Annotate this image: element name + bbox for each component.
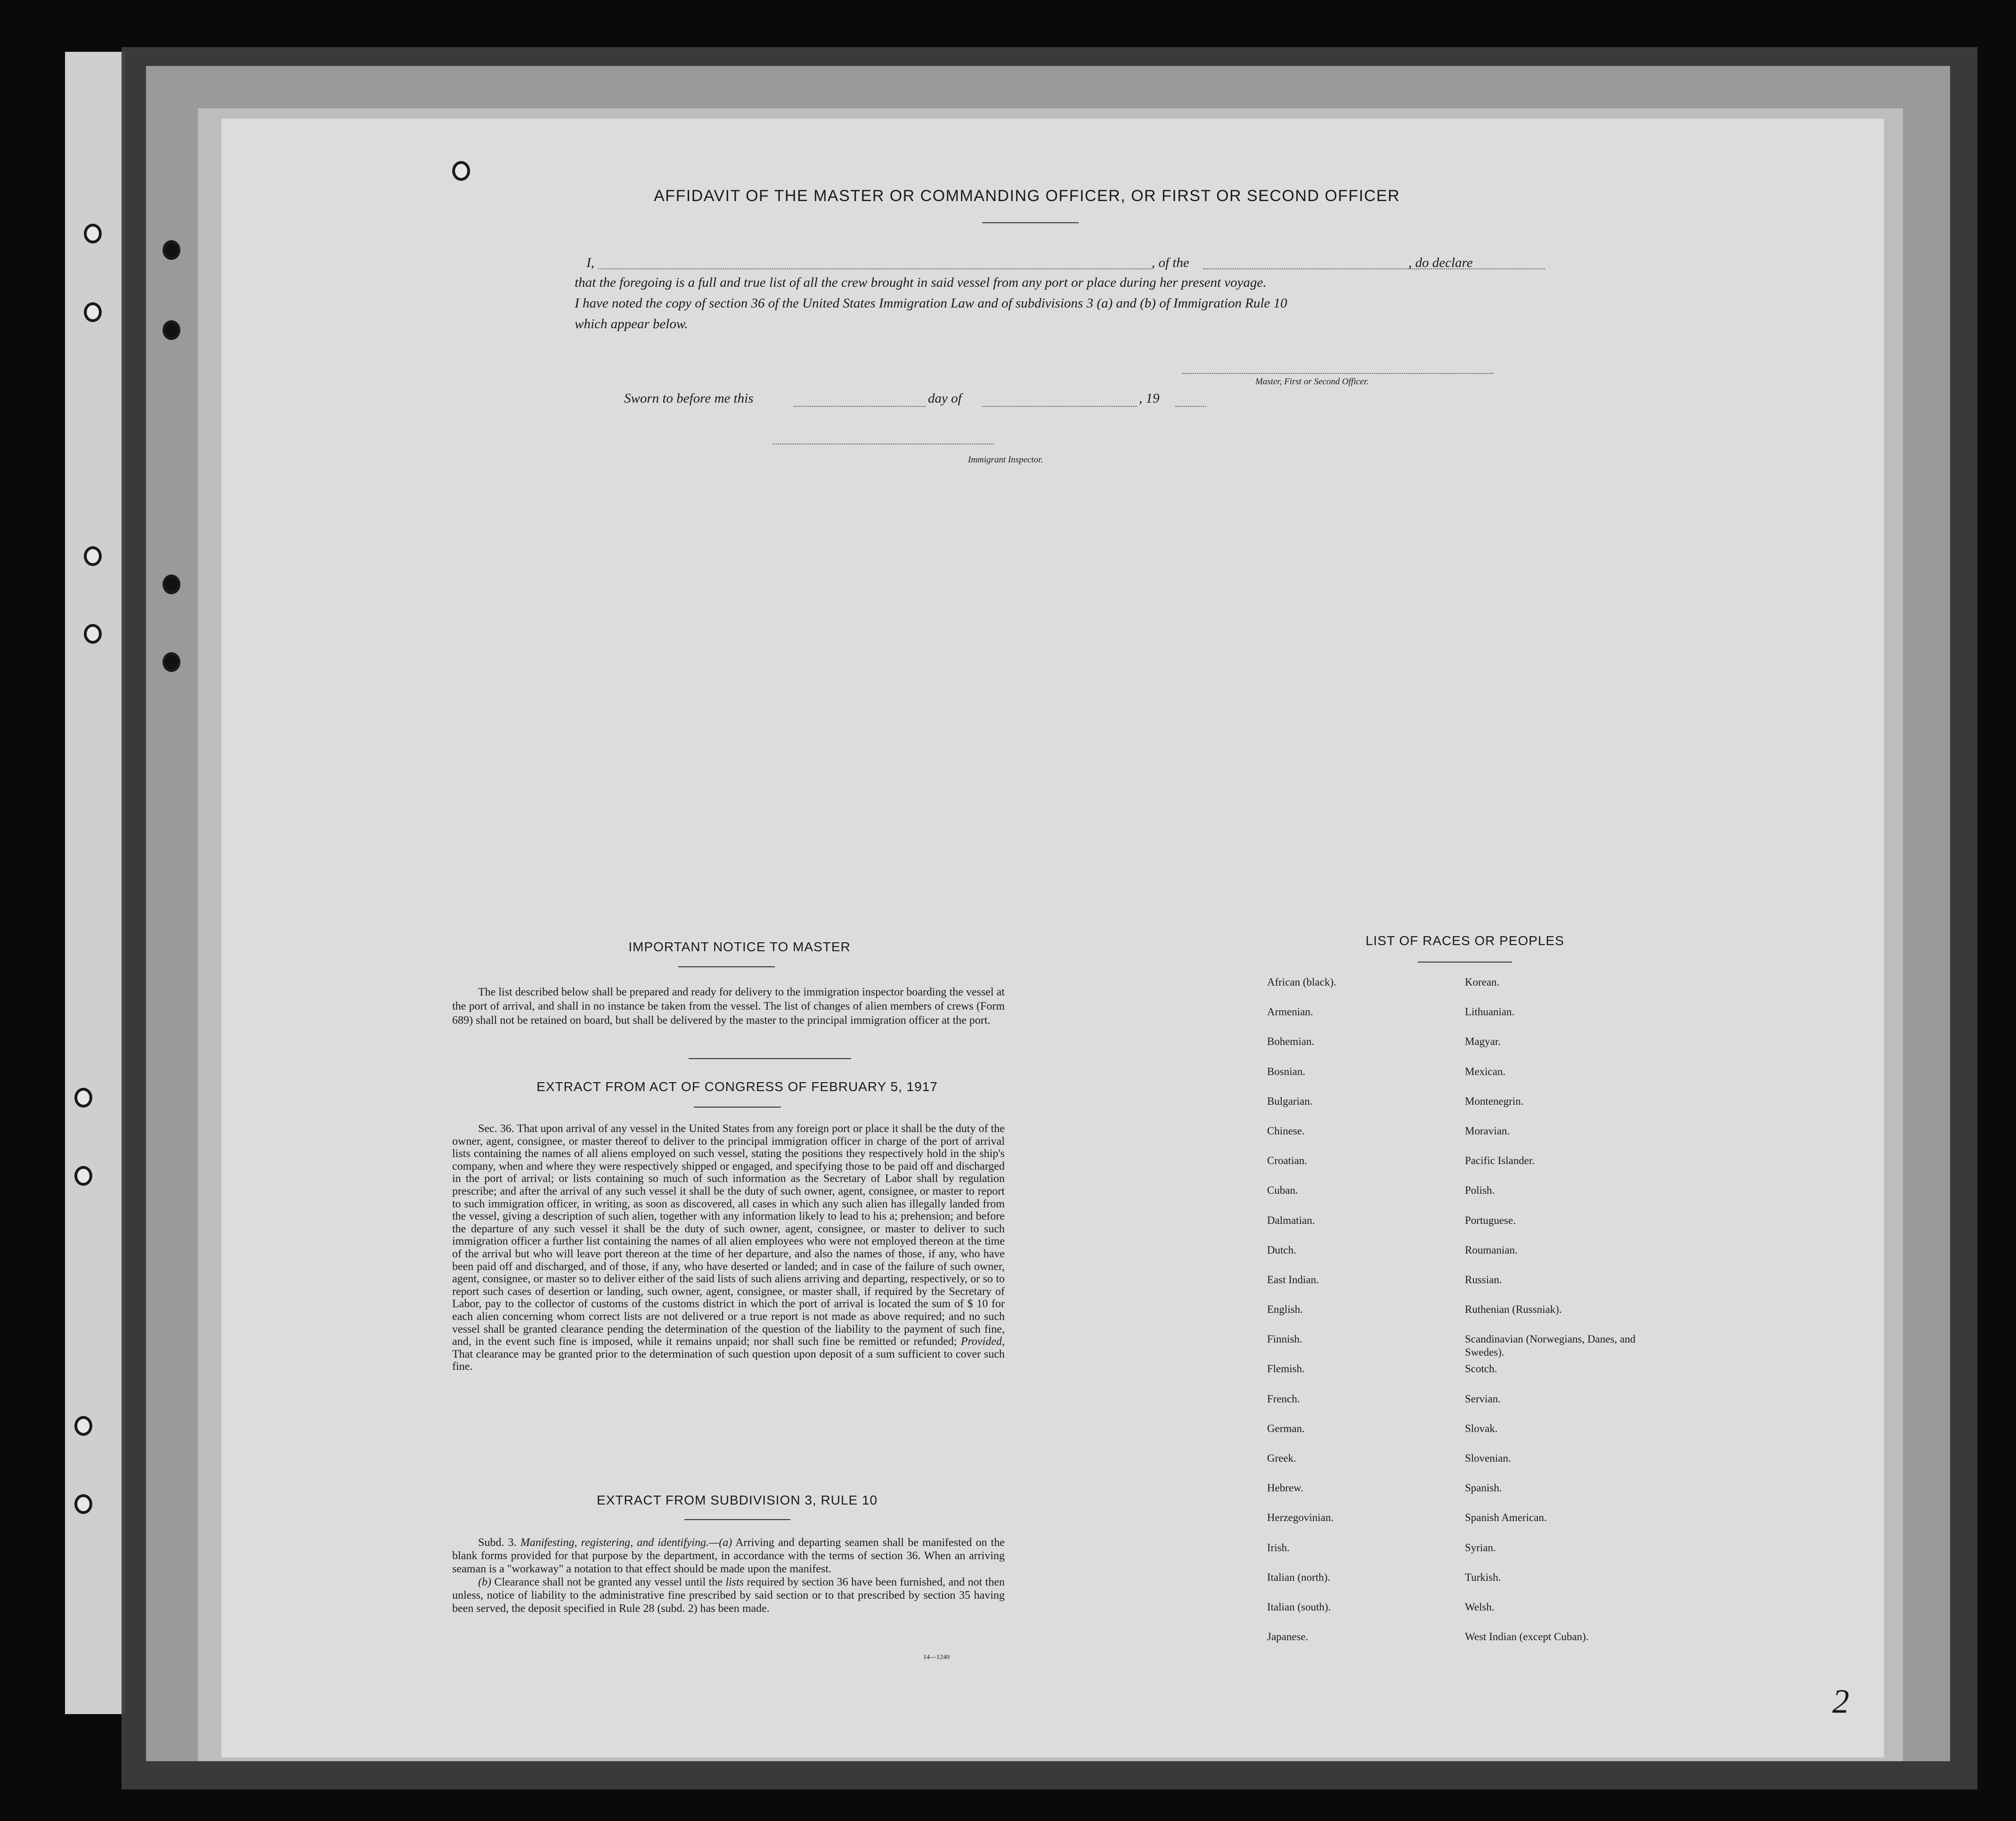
- rule-text-b1: Clearance shall not be granted any vessel until the: [494, 1576, 723, 1588]
- binder-hole: [84, 546, 102, 566]
- notice-text: [452, 985, 1005, 1028]
- race-item: Cuban.: [1267, 1184, 1298, 1197]
- race-item: German.: [1267, 1422, 1305, 1434]
- year-blank: [1175, 406, 1206, 407]
- rule-text: [452, 1536, 1005, 1615]
- binder-hole: [74, 1166, 92, 1186]
- race-item: West Indian (except Cuban).: [1465, 1631, 1589, 1643]
- margin-note: 2: [1832, 1683, 1849, 1720]
- sec-label: Sec. 36.: [478, 1123, 514, 1135]
- race-item: Montenegrin.: [1465, 1095, 1524, 1107]
- affidavit-i-label: I,: [586, 255, 594, 270]
- binder-hole: [84, 224, 102, 243]
- race-item: Armenian.: [1267, 1006, 1313, 1018]
- vessel-blank: [1203, 268, 1545, 269]
- binder-hole: [163, 652, 180, 672]
- notice-heading: IMPORTANT NOTICE TO MASTER: [628, 939, 851, 954]
- affidavit-do-declare: , do declare: [1408, 255, 1473, 270]
- provided-word: Provided,: [960, 1335, 1005, 1348]
- punch-hole: [452, 161, 470, 181]
- race-item: Bohemian.: [1267, 1036, 1315, 1048]
- race-item: Greek.: [1267, 1452, 1296, 1464]
- affidavit-line-3: I have noted the copy of section 36 of the United States Immigration Law and of subdivisions 3 (a) and (b) of Immigration Rule 10: [575, 296, 1287, 311]
- lists-word: lists: [725, 1576, 744, 1588]
- race-item: Bulgarian.: [1267, 1095, 1313, 1107]
- inspector-caption: Immigrant Inspector.: [968, 455, 1043, 465]
- act-heading: EXTRACT FROM ACT OF CONGRESS OF FEBRUARY 5, 1917: [537, 1079, 938, 1094]
- race-item: Slovenian.: [1465, 1452, 1511, 1464]
- race-item: Irish.: [1267, 1541, 1290, 1554]
- race-item: French.: [1267, 1392, 1300, 1405]
- binder-strip: [65, 52, 125, 1714]
- act-paragraph: [452, 1123, 1005, 1373]
- document-page: [221, 119, 1884, 1757]
- notice-separator: [689, 1058, 851, 1059]
- race-item: Roumanian.: [1465, 1244, 1518, 1256]
- race-item: Magyar.: [1465, 1036, 1501, 1048]
- affidavit-title: AFFIDAVIT OF THE MASTER OR COMMANDING OFFICER, OR FIRST OR SECOND OFFICER: [654, 187, 1400, 205]
- binder-hole: [163, 575, 180, 594]
- binder-hole: [84, 302, 102, 322]
- races-heading: LIST OF RACES OR PEOPLES: [1366, 933, 1564, 948]
- races-column-1: [1267, 976, 1455, 1660]
- race-item: Ruthenian (Russniak).: [1465, 1303, 1562, 1316]
- race-item: Italian (south).: [1267, 1601, 1331, 1613]
- year-label: , 19: [1139, 391, 1160, 406]
- race-item: Finnish.: [1267, 1333, 1302, 1345]
- race-item: Italian (north).: [1267, 1571, 1331, 1583]
- race-item: Welsh.: [1465, 1601, 1495, 1613]
- act-rule: [694, 1107, 781, 1108]
- binder-hole: [74, 1416, 92, 1436]
- race-item: African (black).: [1267, 976, 1336, 988]
- day-of-label: day of: [928, 391, 962, 406]
- master-signature-line: [1182, 373, 1493, 374]
- rule-paragraph-b: [452, 1576, 1005, 1615]
- binder-hole: [84, 624, 102, 644]
- race-item: East Indian.: [1267, 1273, 1319, 1286]
- affidavit-line-2: that the foregoing is a full and true list of all the crew brought in said vessel from any port or place during her present voyage.: [575, 275, 1267, 290]
- race-item: Moravian.: [1465, 1125, 1510, 1137]
- race-item: Syrian.: [1465, 1541, 1496, 1554]
- rule-text-b2: required by section 36 have been furnished, and not then unless, notice of liability to the administrative fine prescribed by said section or to that prescribed by section 35 having been served, the deposit specified in Rule 28 (subd. 2) has been made.: [452, 1576, 1005, 1615]
- binder-hole: [163, 240, 180, 260]
- race-item: Lithuanian.: [1465, 1006, 1515, 1018]
- race-item: Japanese.: [1267, 1631, 1309, 1643]
- rule-text-a: Arriving and departing seamen shall be manifested on the blank forms provided for that purpose by the department, in accordance with the terms of section 36. When an arriving seaman is a "workaway" a notation to that effect should be made upon the manifest.: [452, 1537, 1005, 1575]
- race-item: Turkish.: [1465, 1571, 1501, 1583]
- notice-rule: [678, 966, 775, 967]
- notice-paragraph: The list described below shall be prepared and ready for delivery to the immigration inspector boarding the vessel at the port of arrival, and shall in no instance be taken from the vessel. The list of changes of alien members of crews (Form 689) shall not be retained on board, but shall be delivered by the master to the principal immigration officer at the port.: [452, 986, 1005, 1027]
- sworn-day-blank: [794, 406, 926, 407]
- master-caption: Master, First or Second Officer.: [1255, 377, 1369, 387]
- b-label: (b): [478, 1576, 491, 1588]
- race-item: Russian.: [1465, 1273, 1502, 1286]
- title-rule: [982, 222, 1079, 223]
- race-item: Spanish.: [1465, 1482, 1502, 1494]
- race-item: Mexican.: [1465, 1065, 1506, 1077]
- rule-paragraph-a: [452, 1536, 1005, 1576]
- inspector-signature-line: [772, 444, 994, 445]
- race-item: Polish.: [1465, 1184, 1495, 1197]
- race-item: Portuguese.: [1465, 1214, 1516, 1226]
- race-item: Hebrew.: [1267, 1482, 1304, 1494]
- binder-hole: [163, 320, 180, 340]
- race-item: Flemish.: [1267, 1363, 1305, 1375]
- affidavit-of-the: , of the: [1152, 255, 1189, 270]
- act-text: [452, 1123, 1005, 1373]
- binder-hole: [74, 1088, 92, 1108]
- sworn-label: Sworn to before me this: [624, 391, 754, 406]
- races-column-2: [1465, 976, 1663, 1660]
- race-item: Chinese.: [1267, 1125, 1305, 1137]
- rule-heading-rule: [684, 1519, 790, 1520]
- race-item: Slovak.: [1465, 1422, 1498, 1434]
- binder-hole: [74, 1494, 92, 1514]
- race-item: English.: [1267, 1303, 1303, 1316]
- race-item: Korean.: [1465, 976, 1500, 988]
- race-item: Croatian.: [1267, 1155, 1307, 1167]
- race-item: Spanish American.: [1465, 1512, 1547, 1524]
- races-rule: [1418, 962, 1512, 963]
- affidavit-line-4: which appear below.: [575, 316, 688, 332]
- race-item: Pacific Islander.: [1465, 1155, 1535, 1167]
- race-item: Scandinavian (Norwegians, Danes, and Swedes).: [1465, 1333, 1636, 1359]
- rule-heading: EXTRACT FROM SUBDIVISION 3, RULE 10: [596, 1493, 878, 1507]
- subd-label: Subd. 3.: [478, 1537, 517, 1549]
- race-item: Servian.: [1465, 1392, 1501, 1405]
- race-item: Herzegovinian.: [1267, 1512, 1334, 1524]
- name-blank: [598, 268, 1152, 269]
- subd-title: Manifesting, registering, and identifying.—(a): [520, 1537, 732, 1549]
- race-item: Scotch.: [1465, 1363, 1497, 1375]
- race-item: Dalmatian.: [1267, 1214, 1315, 1226]
- form-number: 14—1240: [923, 1654, 950, 1661]
- race-item: Dutch.: [1267, 1244, 1296, 1256]
- act-text-b: That clearance may be granted prior to the determination of such question upon deposit of a sum sufficient to cover such fine.: [452, 1348, 1005, 1373]
- race-item: Bosnian.: [1267, 1065, 1306, 1077]
- sworn-month-blank: [982, 406, 1138, 407]
- act-text-a: That upon arrival of any vessel in the United States from any foreign port or place it shall be the duty of the owner, agent, consignee, or master thereof to deliver to the principal immigration officer in charge of the port of arrival lists containing the names of all aliens employed on such vessel, stating the positions they respectively hold in the ship's company, when and where they were respectively shipped or engaged, and specifying those to be paid off and discharged in the port of arrival; or lists containing so much of such information as the Secretary of Labor shall by regulation prescribe; and after the arrival of any such vessel it shall be the duty of such owner, agent, consignee, or master to report to such immigration officer, in writing, as soon as discovered, all cases in which any such alien has illegally landed from the vessel, giving a description of such alien, together with any information likely to lead to his a; prehension; and before the departure of any such vessel it shall be the duty of such owner, agent, consignee, or master to deliver to such immigration officer a further list containing the names of all alien employees who were not employed thereon at the time of the arrival but who will leave port thereon at the time of her departure, and also the names of those, if any, who have been paid off and discharged, and of those, if any, who have deserted or landed; and in case of the failure of such owner, agent, consignee, or master so to deliver either of the said lists of such aliens arriving and departing, respectively, or so to report such cases of desertion or landing, such owner, agent, consignee, or master shall, if required by the Secretary of Labor, pay to the collector of customs of the customs district in which the port of arrival is located the sum of $ 10 for each alien concerning whom correct lists are not delivered or a true report is not made as above required; and no such vessel shall be granted clearance pending the determination of the question of the liability to the payment of such fine, and, in the event such fine is imposed, while it remains unpaid; nor shall such fine be remitted or refunded;: [452, 1123, 1005, 1348]
